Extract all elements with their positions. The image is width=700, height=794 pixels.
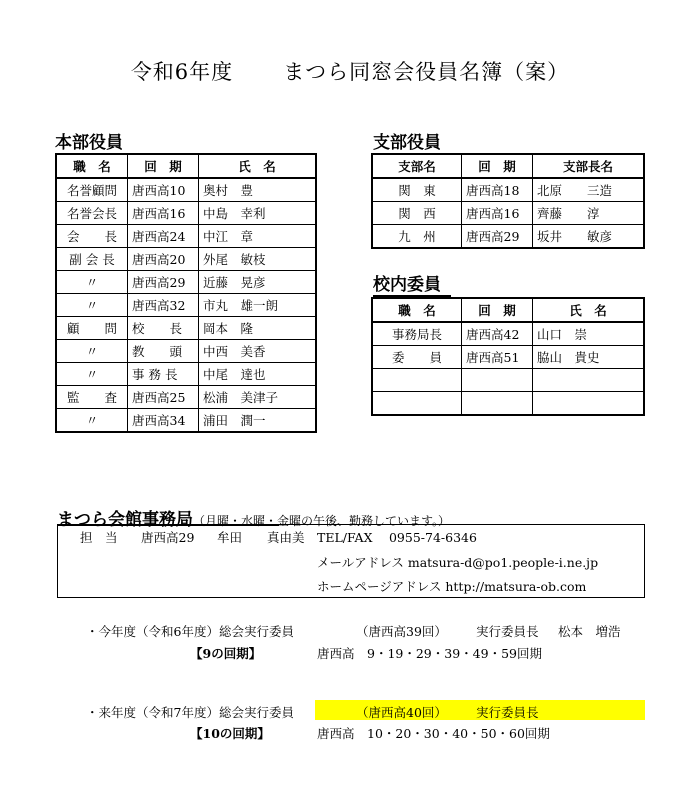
table-cell: 中江 章 xyxy=(199,225,317,248)
office-role: 担 当 xyxy=(80,530,118,545)
page-title xyxy=(0,56,700,86)
table-row xyxy=(56,271,316,294)
office-tel: TEL/FAX 0955-74-6346 xyxy=(317,530,477,545)
this-year-label: ・今年度（令和6年度）総会実行委員 xyxy=(86,624,294,639)
this-year-chair-label: 実行委員長 xyxy=(476,624,539,639)
shibu-table xyxy=(371,153,645,249)
table-cell: 名誉顧問 xyxy=(56,178,128,202)
table-row xyxy=(372,322,644,346)
header-cell: 職 名 xyxy=(372,298,462,322)
this-year-chair: 松本 増浩 xyxy=(558,624,621,639)
next-year-groups: 唐西高 10・20・30・40・50・60回期 xyxy=(317,726,550,741)
office-note: （月曜・水曜・金曜の午後、勤務しています。） xyxy=(193,514,451,528)
table-cell: 〃 xyxy=(56,271,128,294)
header-cell: 回 期 xyxy=(462,154,533,178)
table-cell xyxy=(372,369,462,392)
table-row xyxy=(56,178,316,202)
table-cell xyxy=(533,369,645,392)
table-cell: 坂井 敏彦 xyxy=(533,225,645,249)
table-cell: 中島 幸利 xyxy=(199,202,317,225)
this-year-period: 【9の回期】 xyxy=(190,646,262,661)
table-cell: 教 頭 xyxy=(128,340,199,363)
header-cell: 支部名 xyxy=(372,154,462,178)
office-web: ホームページアドレス http://matsura-ob.com xyxy=(317,579,587,594)
this-year-groups: 唐西高 9・19・29・39・49・59回期 xyxy=(317,646,542,661)
table-cell: 岡本 隆 xyxy=(199,317,317,340)
table-cell xyxy=(372,392,462,416)
table-cell: 〃 xyxy=(56,340,128,363)
table-cell xyxy=(462,392,533,416)
table-cell: 山口 崇 xyxy=(533,322,645,346)
next-year-chair-label: 実行委員長 xyxy=(476,705,539,720)
table-cell: 唐西高42 xyxy=(462,322,533,346)
honbu-table xyxy=(55,153,317,433)
table-cell: 唐西高34 xyxy=(128,409,199,433)
table-cell: 唐西高29 xyxy=(462,225,533,249)
table-header-row xyxy=(372,154,644,178)
header-cell: 回 期 xyxy=(128,154,199,178)
table-row xyxy=(56,340,316,363)
table-row xyxy=(372,202,644,225)
table-cell: 脇山 貴史 xyxy=(533,346,645,369)
table-cell: 近藤 晃彦 xyxy=(199,271,317,294)
table-cell: 名誉会長 xyxy=(56,202,128,225)
next-year-class: （唐西高40回） xyxy=(356,705,447,720)
table-cell: 北原 三造 xyxy=(533,178,645,202)
table-cell: 松浦 美津子 xyxy=(199,386,317,409)
table-cell: 校 長 xyxy=(128,317,199,340)
table-cell: 唐西高25 xyxy=(128,386,199,409)
table-cell: 唐西高51 xyxy=(462,346,533,369)
table-header-row xyxy=(372,298,644,322)
table-cell xyxy=(462,369,533,392)
title-year: 令和6年度 xyxy=(130,60,234,84)
table-cell: 九 州 xyxy=(372,225,462,249)
table-row xyxy=(56,386,316,409)
this-year-class: （唐西高39回） xyxy=(356,624,447,639)
office-title: まつら会館事務局 xyxy=(57,510,193,530)
header-cell: 氏 名 xyxy=(199,154,317,178)
header-cell: 支部長名 xyxy=(533,154,645,178)
table-cell: 唐西高10 xyxy=(128,178,199,202)
next-year-period: 【10の回期】 xyxy=(190,726,270,741)
konai-table xyxy=(371,297,645,416)
shibu-heading: 支部役員 xyxy=(373,133,451,155)
table-cell xyxy=(533,392,645,416)
table-cell: 委 員 xyxy=(372,346,462,369)
table-cell: 事 務 長 xyxy=(128,363,199,386)
table-row xyxy=(372,225,644,249)
table-row xyxy=(56,409,316,433)
table-row xyxy=(56,317,316,340)
table-row xyxy=(372,178,644,202)
table-cell: 唐西高16 xyxy=(462,202,533,225)
table-cell: 〃 xyxy=(56,409,128,433)
office-staff-name: 牟田 真由美 xyxy=(217,530,305,545)
table-cell: 齊藤 淳 xyxy=(533,202,645,225)
table-cell: 中尾 達也 xyxy=(199,363,317,386)
office-mail: メールアドレス matsura-d@po1.people-i.ne.jp xyxy=(317,555,599,570)
table-row xyxy=(56,202,316,225)
table-cell: 市丸 雄一朗 xyxy=(199,294,317,317)
table-cell: 会 長 xyxy=(56,225,128,248)
table-cell: 中西 美香 xyxy=(199,340,317,363)
table-cell: 事務局長 xyxy=(372,322,462,346)
table-cell: 〃 xyxy=(56,294,128,317)
table-cell: 顧 問 xyxy=(56,317,128,340)
table-cell: 唐西高20 xyxy=(128,248,199,271)
header-cell: 職 名 xyxy=(56,154,128,178)
table-cell: 外尾 敏枝 xyxy=(199,248,317,271)
table-cell: 奥村 豊 xyxy=(199,178,317,202)
table-cell: 唐西高29 xyxy=(128,271,199,294)
table-cell: 監 査 xyxy=(56,386,128,409)
table-row xyxy=(372,369,644,392)
next-year-label: ・来年度（令和7年度）総会実行委員 xyxy=(86,705,294,720)
table-cell: 関 西 xyxy=(372,202,462,225)
table-row xyxy=(56,363,316,386)
table-row xyxy=(56,294,316,317)
table-header-row xyxy=(56,154,316,178)
title-name: まつら同窓会役員名簿（案） xyxy=(283,60,570,84)
table-cell: 唐西高32 xyxy=(128,294,199,317)
konai-heading: 校内委員 xyxy=(373,275,451,297)
table-cell: 副 会 長 xyxy=(56,248,128,271)
table-cell: 〃 xyxy=(56,363,128,386)
table-cell: 唐西高18 xyxy=(462,178,533,202)
table-row xyxy=(372,346,644,369)
table-cell: 唐西高16 xyxy=(128,202,199,225)
table-row xyxy=(56,248,316,271)
table-cell: 関 東 xyxy=(372,178,462,202)
header-cell: 回 期 xyxy=(462,298,533,322)
table-cell: 唐西高24 xyxy=(128,225,199,248)
table-row xyxy=(372,392,644,416)
honbu-heading: 本部役員 xyxy=(55,133,133,155)
header-cell: 氏 名 xyxy=(533,298,645,322)
table-cell: 浦田 潤一 xyxy=(199,409,317,433)
table-row xyxy=(56,225,316,248)
office-grade: 唐西高29 xyxy=(141,530,195,545)
